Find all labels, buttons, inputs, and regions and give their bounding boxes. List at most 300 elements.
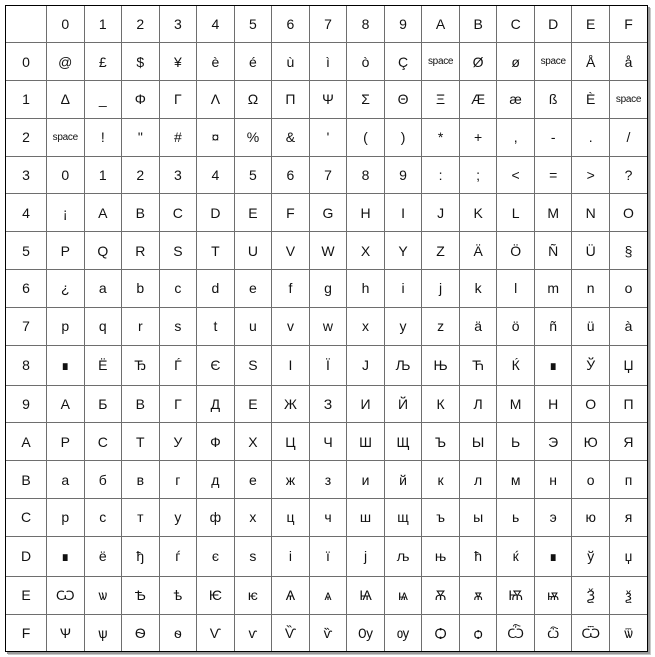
character-cell[interactable]: è xyxy=(197,43,235,81)
character-cell[interactable]: Ѿ xyxy=(572,614,610,651)
corner-cell xyxy=(6,6,47,43)
character-cell[interactable]: Ѱ xyxy=(47,614,85,651)
character-cell[interactable]: ѥ xyxy=(234,576,272,614)
character-cell[interactable]: ü xyxy=(572,307,610,345)
character-cell[interactable]: О xyxy=(572,385,610,423)
character-cell[interactable]: Ћ xyxy=(459,345,497,385)
character-cell[interactable]: Ќ xyxy=(497,345,535,385)
column-header-3: 3 xyxy=(159,6,197,43)
character-cell[interactable]: O xyxy=(609,194,647,232)
character-cell[interactable]: space xyxy=(47,118,85,156)
character-cell[interactable]: Р xyxy=(47,423,85,461)
character-cell[interactable]: f xyxy=(272,269,310,307)
character-cell[interactable]: I xyxy=(272,345,310,385)
row-header-0: 0 xyxy=(6,43,47,81)
character-cell[interactable]: д xyxy=(197,461,235,499)
character-cell[interactable]: Σ xyxy=(347,80,385,118)
character-cell[interactable]: Ω xyxy=(234,80,272,118)
row-header-1: 1 xyxy=(6,80,47,118)
character-cell[interactable]: А xyxy=(47,385,85,423)
character-cell[interactable]: ш xyxy=(347,498,385,536)
character-cell[interactable]: т xyxy=(122,498,160,536)
character-cell[interactable]: k xyxy=(459,269,497,307)
table-row xyxy=(6,194,647,232)
character-cell[interactable]: Ч xyxy=(309,423,347,461)
character-cell[interactable]: Y xyxy=(384,232,422,270)
character-cell[interactable]: 8 xyxy=(347,156,385,194)
character-cell[interactable]: ѻ xyxy=(459,614,497,651)
character-cell[interactable]: л xyxy=(459,461,497,499)
character-cell[interactable]: È xyxy=(572,80,610,118)
character-cell[interactable]: # xyxy=(159,118,197,156)
character-cell[interactable]: ñ xyxy=(534,307,572,345)
character-cell[interactable]: ё xyxy=(84,536,122,576)
character-cell[interactable]: Ў xyxy=(572,345,610,385)
column-header-c: C xyxy=(497,6,535,43)
column-header-f: F xyxy=(609,6,647,43)
character-cell[interactable]: V xyxy=(272,232,310,270)
character-cell[interactable]: г xyxy=(159,461,197,499)
character-cell[interactable]: ѭ xyxy=(534,576,572,614)
character-cell[interactable]: T xyxy=(197,232,235,270)
character-cell[interactable]: Θ xyxy=(384,80,422,118)
character-cell[interactable]: ѹ xyxy=(384,614,422,651)
character-cell[interactable]: G xyxy=(309,194,347,232)
character-cell[interactable]: 0 xyxy=(47,156,85,194)
character-cell[interactable]: Æ xyxy=(459,80,497,118)
character-cell[interactable]: S xyxy=(234,345,272,385)
character-cell[interactable]: Љ xyxy=(384,345,422,385)
character-cell[interactable]: Е xyxy=(234,385,272,423)
character-cell[interactable]: J xyxy=(347,345,385,385)
character-cell[interactable]: Ж xyxy=(272,385,310,423)
character-cell[interactable]: i xyxy=(272,536,310,576)
row-header-3: 3 xyxy=(6,156,47,194)
character-cell[interactable]: ¡ xyxy=(47,194,85,232)
character-cell[interactable]: у xyxy=(159,498,197,536)
character-cell[interactable]: ѳ xyxy=(159,614,197,651)
character-cell[interactable]: ќ xyxy=(497,536,535,576)
table-row xyxy=(6,307,647,345)
row-header-f: F xyxy=(6,614,47,651)
character-cell[interactable]: У xyxy=(159,423,197,461)
character-cell[interactable]: Ы xyxy=(459,423,497,461)
character-cell[interactable]: % xyxy=(234,118,272,156)
character-cell[interactable]: E xyxy=(234,194,272,232)
character-cell[interactable]: 4 xyxy=(197,156,235,194)
table-row xyxy=(6,80,647,118)
character-cell[interactable]: o xyxy=(609,269,647,307)
character-cell[interactable]: ∎ xyxy=(534,536,572,576)
character-cell[interactable]: - xyxy=(534,118,572,156)
character-cell[interactable]: & xyxy=(272,118,310,156)
column-header-0: 0 xyxy=(47,6,85,43)
character-cell[interactable]: L xyxy=(497,194,535,232)
character-cell[interactable]: x xyxy=(347,307,385,345)
character-cell[interactable]: й xyxy=(384,461,422,499)
character-cell[interactable]: J xyxy=(422,194,460,232)
character-cell[interactable]: Ѻ xyxy=(422,614,460,651)
character-cell[interactable]: _ xyxy=(84,80,122,118)
character-cell[interactable]: l xyxy=(497,269,535,307)
character-cell[interactable]: B xyxy=(122,194,160,232)
character-cell[interactable]: ц xyxy=(272,498,310,536)
character-cell[interactable]: щ xyxy=(384,498,422,536)
character-cell[interactable]: Λ xyxy=(197,80,235,118)
character-cell[interactable]: h xyxy=(347,269,385,307)
character-cell[interactable]: ћ xyxy=(459,536,497,576)
character-cell[interactable]: £ xyxy=(84,43,122,81)
character-cell[interactable]: H xyxy=(347,194,385,232)
character-cell[interactable]: М xyxy=(497,385,535,423)
character-cell[interactable]: space xyxy=(534,43,572,81)
character-cell[interactable]: ь xyxy=(497,498,535,536)
column-header-7: 7 xyxy=(309,6,347,43)
row-header-5: 5 xyxy=(6,232,47,270)
character-cell[interactable]: ю xyxy=(572,498,610,536)
character-cell[interactable]: ? xyxy=(609,156,647,194)
character-cell[interactable]: 3 xyxy=(159,156,197,194)
character-cell[interactable]: F xyxy=(272,194,310,232)
character-cell[interactable]: х xyxy=(234,498,272,536)
character-cell[interactable]: Ѳ xyxy=(122,614,160,651)
table-row xyxy=(6,43,647,81)
character-cell[interactable]: ѯ xyxy=(609,576,647,614)
table-row xyxy=(6,461,647,499)
character-cell[interactable]: æ xyxy=(497,80,535,118)
character-cell[interactable]: П xyxy=(609,385,647,423)
table-row xyxy=(6,156,647,194)
character-cell[interactable]: ò xyxy=(347,43,385,81)
character-cell[interactable]: 5 xyxy=(234,156,272,194)
character-cell[interactable]: K xyxy=(459,194,497,232)
character-cell[interactable]: Φ xyxy=(122,80,160,118)
character-cell[interactable]: 2 xyxy=(122,156,160,194)
character-cell[interactable]: Ñ xyxy=(534,232,572,270)
character-cell[interactable]: q xyxy=(84,307,122,345)
character-cell[interactable]: ) xyxy=(384,118,422,156)
row-header-6: 6 xyxy=(6,269,47,307)
character-cell[interactable]: в xyxy=(122,461,160,499)
table-row xyxy=(6,345,647,385)
character-cell[interactable]: a xyxy=(84,269,122,307)
table-row xyxy=(6,423,647,461)
character-cell[interactable]: X xyxy=(347,232,385,270)
character-cell[interactable]: Н xyxy=(534,385,572,423)
character-cell[interactable]: ф xyxy=(197,498,235,536)
character-cell[interactable]: Ь xyxy=(497,423,535,461)
character-cell[interactable]: ч xyxy=(309,498,347,536)
character-cell[interactable]: 7 xyxy=(309,156,347,194)
character-map-panel xyxy=(5,5,648,652)
character-cell[interactable]: ж xyxy=(272,461,310,499)
character-cell[interactable]: < xyxy=(497,156,535,194)
character-cell[interactable]: Å xyxy=(572,43,610,81)
character-cell[interactable]: Џ xyxy=(609,345,647,385)
character-cell[interactable]: R xyxy=(122,232,160,270)
character-cell[interactable]: b xyxy=(122,269,160,307)
character-cell[interactable]: + xyxy=(459,118,497,156)
character-cell[interactable]: ∎ xyxy=(47,536,85,576)
character-cell[interactable]: ∎ xyxy=(47,345,85,385)
character-cell[interactable]: б xyxy=(84,461,122,499)
character-cell[interactable]: / xyxy=(609,118,647,156)
column-header-6: 6 xyxy=(272,6,310,43)
character-cell[interactable]: W xyxy=(309,232,347,270)
character-cell[interactable]: Ξ xyxy=(422,80,460,118)
character-cell[interactable]: Й xyxy=(384,385,422,423)
character-cell[interactable]: Ë xyxy=(84,345,122,385)
character-cell[interactable]: Я xyxy=(609,423,647,461)
table-row xyxy=(6,536,647,576)
character-cell[interactable]: ä xyxy=(459,307,497,345)
character-cell[interactable]: ы xyxy=(459,498,497,536)
character-cell[interactable]: e xyxy=(234,269,272,307)
row-header-8: 8 xyxy=(6,345,47,385)
character-cell[interactable]: d xyxy=(197,269,235,307)
character-cell[interactable]: Ю xyxy=(572,423,610,461)
column-header-a: A xyxy=(422,6,460,43)
character-cell[interactable]: Ц xyxy=(272,423,310,461)
character-cell[interactable]: ; xyxy=(459,156,497,194)
character-cell[interactable]: е xyxy=(234,461,272,499)
character-cell[interactable]: = xyxy=(534,156,572,194)
row-header-7: 7 xyxy=(6,307,47,345)
character-cell[interactable]: ѓ xyxy=(159,536,197,576)
character-cell[interactable]: $ xyxy=(122,43,160,81)
character-cell[interactable]: Ѭ xyxy=(497,576,535,614)
row-header-e: E xyxy=(6,576,47,614)
character-cell[interactable]: ' xyxy=(309,118,347,156)
character-cell[interactable]: н xyxy=(534,461,572,499)
character-cell[interactable]: ѣ xyxy=(159,576,197,614)
column-header-e: E xyxy=(572,6,610,43)
character-cell[interactable]: j xyxy=(422,269,460,307)
character-cell[interactable]: џ xyxy=(609,536,647,576)
character-cell[interactable]: Ö xyxy=(497,232,535,270)
character-cell[interactable]: w xyxy=(309,307,347,345)
character-cell[interactable]: I xyxy=(384,194,422,232)
character-cell[interactable]: Б xyxy=(84,385,122,423)
character-cell[interactable]: ¥ xyxy=(159,43,197,81)
character-cell[interactable]: Γ xyxy=(159,80,197,118)
character-cell[interactable]: И xyxy=(347,385,385,423)
character-cell[interactable]: Δ xyxy=(47,80,85,118)
character-cell[interactable]: D xyxy=(197,194,235,232)
character-cell[interactable]: " xyxy=(122,118,160,156)
character-cell[interactable]: ѱ xyxy=(84,614,122,651)
character-cell[interactable]: M xyxy=(534,194,572,232)
character-cell[interactable]: С xyxy=(84,423,122,461)
row-header-2: 2 xyxy=(6,118,47,156)
character-cell[interactable]: , xyxy=(497,118,535,156)
character-cell[interactable]: Ψ xyxy=(309,80,347,118)
character-cell[interactable]: y xyxy=(384,307,422,345)
character-cell[interactable]: 9 xyxy=(384,156,422,194)
table-row xyxy=(6,232,647,270)
character-cell[interactable]: § xyxy=(609,232,647,270)
row-header-a: A xyxy=(6,423,47,461)
character-cell[interactable]: Њ xyxy=(422,345,460,385)
header-row xyxy=(6,6,647,43)
character-cell[interactable]: v xyxy=(272,307,310,345)
character-cell[interactable]: Ѫ xyxy=(422,576,460,614)
character-cell[interactable]: j xyxy=(347,536,385,576)
character-cell[interactable]: ѽ xyxy=(534,614,572,651)
character-cell[interactable]: ѵ xyxy=(234,614,272,651)
character-cell[interactable]: Ѵ xyxy=(197,614,235,651)
character-cell[interactable]: Ѷ xyxy=(272,614,310,651)
character-cell[interactable]: Z xyxy=(422,232,460,270)
character-cell[interactable]: Д xyxy=(197,385,235,423)
character-cell[interactable]: ѡ xyxy=(84,576,122,614)
character-cell[interactable]: Ђ xyxy=(122,345,160,385)
character-cell[interactable]: є xyxy=(197,536,235,576)
table-row xyxy=(6,614,647,651)
character-cell[interactable]: ў xyxy=(572,536,610,576)
character-cell[interactable]: C xyxy=(159,194,197,232)
character-cell[interactable]: z xyxy=(422,307,460,345)
table-row xyxy=(6,118,647,156)
character-cell[interactable]: з xyxy=(309,461,347,499)
character-cell[interactable]: r xyxy=(122,307,160,345)
character-cell[interactable]: ø xyxy=(497,43,535,81)
character-cell[interactable]: : xyxy=(422,156,460,194)
character-cell[interactable]: Ѩ xyxy=(347,576,385,614)
character-cell[interactable]: а xyxy=(47,461,85,499)
character-cell[interactable]: Ѣ xyxy=(122,576,160,614)
character-cell[interactable]: space xyxy=(422,43,460,81)
character-cell[interactable]: К xyxy=(422,385,460,423)
character-cell[interactable]: Ü xyxy=(572,232,610,270)
character-cell[interactable]: space xyxy=(609,80,647,118)
character-cell[interactable]: Π xyxy=(272,80,310,118)
character-cell[interactable]: ù xyxy=(272,43,310,81)
character-cell[interactable]: 1 xyxy=(84,156,122,194)
character-cell[interactable]: ( xyxy=(347,118,385,156)
character-cell[interactable]: ѿ xyxy=(609,614,647,651)
character-cell[interactable]: и xyxy=(347,461,385,499)
character-cell[interactable]: ѫ xyxy=(459,576,497,614)
row-header-d: D xyxy=(6,536,47,576)
character-cell[interactable]: n xyxy=(572,269,610,307)
character-cell[interactable]: Ѽ xyxy=(497,614,535,651)
character-cell[interactable]: A xyxy=(84,194,122,232)
character-cell[interactable]: э xyxy=(534,498,572,536)
character-cell[interactable]: ї xyxy=(309,536,347,576)
character-cell[interactable]: g xyxy=(309,269,347,307)
character-cell[interactable]: p xyxy=(47,307,85,345)
character-cell[interactable]: > xyxy=(572,156,610,194)
character-cell[interactable]: ∎ xyxy=(534,345,572,385)
character-cell[interactable]: Ø xyxy=(459,43,497,81)
character-cell[interactable]: Х xyxy=(234,423,272,461)
character-cell[interactable]: Щ xyxy=(384,423,422,461)
character-cell[interactable]: љ xyxy=(384,536,422,576)
character-map-table xyxy=(6,6,647,651)
character-cell[interactable]: я xyxy=(609,498,647,536)
character-cell[interactable]: s xyxy=(234,536,272,576)
character-cell[interactable]: ¿ xyxy=(47,269,85,307)
character-cell[interactable]: ö xyxy=(497,307,535,345)
column-header-4: 4 xyxy=(197,6,235,43)
character-cell[interactable]: п xyxy=(609,461,647,499)
character-cell[interactable]: 6 xyxy=(272,156,310,194)
character-cell[interactable]: . xyxy=(572,118,610,156)
character-cell[interactable]: о xyxy=(572,461,610,499)
character-cell[interactable]: Т xyxy=(122,423,160,461)
character-cell[interactable]: ъ xyxy=(422,498,460,536)
character-cell[interactable]: c xyxy=(159,269,197,307)
character-cell[interactable]: ¤ xyxy=(197,118,235,156)
table-row xyxy=(6,498,647,536)
character-cell[interactable]: Ѥ xyxy=(197,576,235,614)
character-cell[interactable]: м xyxy=(497,461,535,499)
character-cell[interactable]: Ѯ xyxy=(572,576,610,614)
character-cell[interactable]: ѧ xyxy=(309,576,347,614)
character-cell[interactable]: ђ xyxy=(122,536,160,576)
character-cell[interactable]: Ä xyxy=(459,232,497,270)
character-cell[interactable]: å xyxy=(609,43,647,81)
character-cell[interactable]: à xyxy=(609,307,647,345)
character-cell[interactable]: ѷ xyxy=(309,614,347,651)
character-cell[interactable]: З xyxy=(309,385,347,423)
character-cell[interactable]: ѩ xyxy=(384,576,422,614)
character-cell[interactable]: * xyxy=(422,118,460,156)
character-cell[interactable]: ! xyxy=(84,118,122,156)
table-row xyxy=(6,269,647,307)
row-header-c: C xyxy=(6,498,47,536)
character-cell[interactable]: Г xyxy=(159,385,197,423)
character-cell[interactable]: @ xyxy=(47,43,85,81)
character-cell[interactable]: i xyxy=(384,269,422,307)
character-cell[interactable]: Q xyxy=(84,232,122,270)
character-cell[interactable]: u xyxy=(234,307,272,345)
column-header-2: 2 xyxy=(122,6,160,43)
character-cell[interactable]: Ç xyxy=(384,43,422,81)
character-cell[interactable]: Л xyxy=(459,385,497,423)
character-cell[interactable]: P xyxy=(47,232,85,270)
character-cell[interactable]: S xyxy=(159,232,197,270)
character-cell[interactable]: Ѓ xyxy=(159,345,197,385)
column-header-5: 5 xyxy=(234,6,272,43)
character-cell[interactable]: m xyxy=(534,269,572,307)
character-cell[interactable]: ß xyxy=(534,80,572,118)
character-cell[interactable]: В xyxy=(122,385,160,423)
character-cell[interactable]: Ш xyxy=(347,423,385,461)
character-cell[interactable]: N xyxy=(572,194,610,232)
character-cell[interactable]: њ xyxy=(422,536,460,576)
character-cell[interactable]: Э xyxy=(534,423,572,461)
character-cell[interactable]: Є xyxy=(197,345,235,385)
character-cell[interactable]: р xyxy=(47,498,85,536)
character-cell[interactable]: t xyxy=(197,307,235,345)
character-cell[interactable]: ì xyxy=(309,43,347,81)
character-cell[interactable]: Ъ xyxy=(422,423,460,461)
column-header-8: 8 xyxy=(347,6,385,43)
character-cell[interactable]: Ѡ xyxy=(47,576,85,614)
character-cell[interactable]: Ѹ xyxy=(347,614,385,651)
character-cell[interactable]: к xyxy=(422,461,460,499)
character-cell[interactable]: с xyxy=(84,498,122,536)
character-cell[interactable]: U xyxy=(234,232,272,270)
character-cell[interactable]: é xyxy=(234,43,272,81)
character-cell[interactable]: s xyxy=(159,307,197,345)
character-cell[interactable]: Ѧ xyxy=(272,576,310,614)
row-header-b: B xyxy=(6,461,47,499)
character-cell[interactable]: Ї xyxy=(309,345,347,385)
character-cell[interactable]: Ф xyxy=(197,423,235,461)
